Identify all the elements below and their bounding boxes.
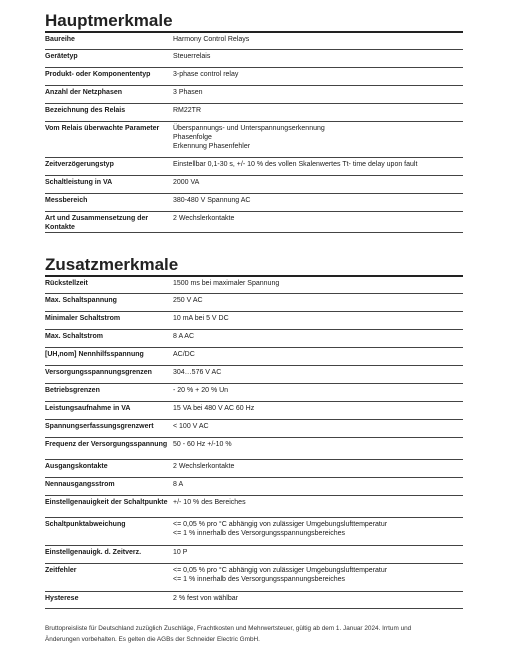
row-value [173,366,463,383]
row-value [173,402,463,419]
row-value-line: +/- 10 % des Bereiches [173,499,246,506]
row-value [173,478,463,495]
row-label: Messbereich [45,197,88,204]
table-row [45,67,463,85]
table-row [45,545,463,563]
row-value-line: 8 A [173,481,184,488]
row-label: Gerätetyp [45,53,78,60]
row-value-line: 380-480 V Spannung AC [173,197,251,204]
row-value-line: 15 VA bei 480 V AC 60 Hz [173,405,255,412]
table-row [45,121,463,157]
table-row [45,193,463,211]
row-value-line: RM22TR [173,107,202,114]
row-label: Vom Relais überwachte Parameter [45,125,160,132]
row-label: Art und Zusammensetzung der Kontakte [45,215,149,231]
row-label: Nennausgangsstrom [45,481,115,488]
row-value-line: <= 1 % innerhalb des Versorgungsspannungsbereiches [173,530,346,537]
row-value [173,50,463,67]
table-row [45,275,463,293]
table-row [45,157,463,175]
row-value [173,212,463,232]
row-value-line: 2 Wechslerkontakte [173,463,235,470]
row-label: Spannungserfassungsgrenzwert [45,423,154,430]
table-row [45,401,463,419]
row-label: Versorgungsspannungsgrenzen [45,369,152,376]
table-row [45,329,463,347]
row-value [173,104,463,121]
row-value [173,122,463,157]
table-row [45,211,463,233]
row-label: Hysterese [45,595,79,602]
row-value-line: 3 Phasen [173,89,203,96]
row-value-line: AC/DC [173,351,195,358]
table-row [45,419,463,437]
row-value [173,564,463,591]
row-value-line: < 100 V AC [173,423,209,430]
table-row [45,175,463,193]
row-value [173,158,463,175]
row-label: Schaltleistung in VA [45,179,113,186]
row-label: Schaltpunktabweichung [45,521,126,528]
row-label: Max. Schaltspannung [45,297,117,304]
row-value [173,592,463,608]
row-value-line: 1500 ms bei maximaler Spannung [173,280,280,287]
row-label: Rückstellzeit [45,280,88,287]
row-label: Produkt- oder Komponententyp [45,71,151,78]
table-row [45,517,463,545]
row-label: Einstellgenauigk. d. Zeitverz. [45,549,142,556]
row-value-line: 50 - 60 Hz +/-10 % [173,441,232,448]
row-value-line: 2000 VA [173,179,200,186]
table-row [45,563,463,591]
table-row [45,365,463,383]
row-value [173,546,463,563]
additional-features-heading: Zusatzmerkmale [45,255,179,274]
row-label: Bezeichnung des Relais [45,107,126,114]
row-label: Max. Schaltstrom [45,333,103,340]
row-label: Baureihe [45,36,75,43]
row-label: Anzahl der Netzphasen [45,89,123,96]
additional-features-table [45,275,463,609]
row-value-line: Überspannungs- und Unterspannungserkennung [173,125,325,132]
row-value-line: 10 mA bei 5 V DC [173,315,229,322]
table-row [45,293,463,311]
row-value [173,176,463,193]
main-features-table [45,31,463,233]
row-value-line: Erkennung Phasenfehler [173,143,251,150]
row-value [173,384,463,401]
table-row [45,347,463,365]
table-row [45,477,463,495]
table-row [45,311,463,329]
row-label: Einstellgenauigkeit der Schaltpunkte [45,499,168,506]
row-value [173,460,463,477]
row-label: [UH,nom] Nennhilfsspannung [45,351,144,358]
row-label: Minimaler Schaltstrom [45,315,121,322]
row-value-line: 2 % fest von wählbar [173,595,238,602]
footer-note [45,623,465,645]
row-label: Ausgangskontakte [45,463,108,470]
row-label: Zeitverzögerungstyp [45,161,114,168]
row-value-line: 304…576 V AC [173,369,222,376]
row-label: Zeitfehler [45,567,77,574]
row-value-line: 8 A AC [173,333,195,340]
row-value [173,518,463,545]
row-value-line: <= 0,05 % pro °C abhängig von zulässiger Umgebungslufttemperatur [173,567,388,574]
table-row [45,49,463,67]
table-row [45,103,463,121]
footer-line: Bruttopreisliste für Deutschland zuzüglich Zuschläge, Frachtkosten und Mehrwertsteuer, gültig ab dem 1. Januar 2024. Irrtum und [45,625,412,632]
row-value-line: 10 P [173,549,188,556]
row-value [173,194,463,211]
row-value-line: - 20 % + 20 % Un [173,387,229,394]
row-value-line: <= 1 % innerhalb des Versorgungsspannungsbereiches [173,576,346,583]
row-value [173,496,463,517]
row-value-line: Phasenfolge [173,134,212,141]
row-value [173,33,463,49]
row-label: Frequenz der Versorgungsspannung [45,441,168,448]
table-row [45,383,463,401]
table-row [45,459,463,477]
row-value [173,420,463,437]
row-value-line: Harmony Control Relays [173,36,250,43]
row-value [173,348,463,365]
row-label: Betriebsgrenzen [45,387,100,394]
row-value-line: Einstellbar 0,1-30 s, +/- 10 % des vollen Skalenwertes Tt- time delay upon fault [173,161,418,168]
row-value-line: 2 Wechslerkontakte [173,215,235,222]
table-row [45,85,463,103]
row-value [173,312,463,329]
table-row [45,31,463,49]
table-row [45,495,463,517]
row-value-line: 3-phase control relay [173,71,239,78]
row-label: Leistungsaufnahme in VA [45,405,131,412]
table-row [45,591,463,609]
row-value [173,86,463,103]
row-value [173,277,463,293]
row-value [173,294,463,311]
main-features-heading: Hauptmerkmale [45,11,173,30]
table-row [45,437,463,459]
row-value-line: <= 0,05 % pro °C abhängig von zulässiger Umgebungslufttemperatur [173,521,388,528]
row-value [173,330,463,347]
row-value [173,68,463,85]
footer-line: Änderungen vorbehalten. Es gelten die AGBs der Schneider Electric GmbH. [45,636,260,643]
row-value [173,438,463,459]
row-value-line: Steuerrelais [173,53,211,60]
row-value-line: 250 V AC [173,297,203,304]
